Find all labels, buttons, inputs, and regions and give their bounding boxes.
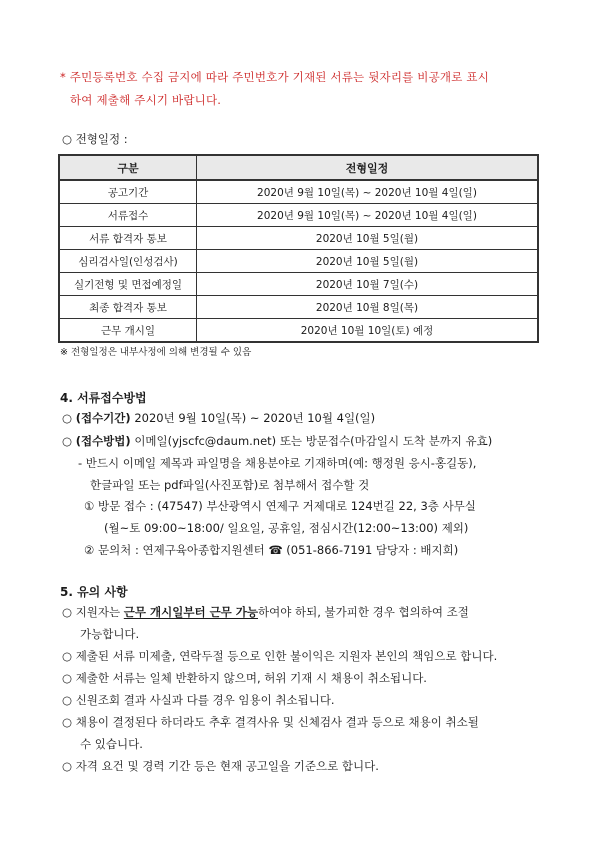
method-sub-2: 한글파일 또는 pdf파일(사진포함)로 첨부해서 접수할 것 <box>90 478 370 492</box>
period-line <box>62 410 375 426</box>
method-line <box>62 433 492 449</box>
circle-bullet: ○ <box>62 411 76 425</box>
notice-line-1: * 주민등록번호 수집 금지에 따라 주민번호가 기재된 서류는 뒷자리를 비공개로 표시 <box>60 70 490 84</box>
period-label: (접수기간) <box>75 411 131 425</box>
circle-bullet: ○ <box>62 605 76 619</box>
row-label: 서류 합격자 통보 <box>59 227 197 250</box>
period-text: 2020년 9월 10일(목) ~ 2020년 10월 4일(일) <box>134 411 376 425</box>
caution-item-5: ○ 채용이 결정된다 하더라도 추후 결격사유 및 신체검사 결과 등으로 채용이 취소될 <box>62 715 479 729</box>
visit-hours: (월~토 09:00~18:00/ 일요일, 공휴일, 점심시간(12:00~13:00) 제외) <box>104 521 469 535</box>
table-row <box>59 296 538 319</box>
row-date: 2020년 10월 5일(월) <box>197 227 539 250</box>
row-date: 2020년 10월 8일(목) <box>197 296 539 319</box>
contact-info: ② 문의처 : 연제구육아종합지원센터 ☎ (051-866-7191 담당자 : 배지희) <box>84 543 459 557</box>
caution-item-2: ○ 제출된 서류 미제출, 연락두절 등으로 인한 불이익은 지원자 본인의 책임으로 합니다. <box>62 649 498 663</box>
row-label: 근무 개시일 <box>59 319 197 343</box>
row-date: 2020년 10월 7일(수) <box>197 273 539 296</box>
method-sub-1: - 반드시 이메일 제목과 파일명을 채용분야로 기재하며(예: 행정원 응시-홍길동), <box>78 456 477 470</box>
notice-line-2: 하여 제출해 주시기 바랍니다. <box>70 93 222 107</box>
header-category: 구분 <box>59 155 197 180</box>
table-row <box>59 227 538 250</box>
circle-bullet: ○ <box>62 759 76 773</box>
circle-bullet: ○ <box>62 649 76 663</box>
method-label: (접수방법) <box>75 434 131 448</box>
row-date: 2020년 10월 5일(월) <box>197 250 539 273</box>
schedule-table <box>58 154 539 343</box>
row-label: 심리검사일(인성검사) <box>59 250 197 273</box>
table-row <box>59 204 538 227</box>
caution-item-3: ○ 제출한 서류는 일체 반환하지 않으며, 허위 기재 시 채용이 취소됩니다. <box>62 671 427 685</box>
schedule-note: ※ 전형일정은 내부사정에 의해 변경될 수 있음 <box>60 347 252 358</box>
section-5-title: 5. 유의 사항 <box>60 585 128 599</box>
row-label: 실기전형 및 면접예정일 <box>59 273 197 296</box>
caution-item-6: ○ 자격 요건 및 경력 기간 등은 현재 공고일을 기준으로 합니다. <box>62 759 379 773</box>
table-row <box>59 180 538 204</box>
row-label: 서류접수 <box>59 204 197 227</box>
header-schedule: 전형일정 <box>197 155 539 180</box>
visit-address: ① 방문 접수 : (47547) 부산광역시 연제구 거제대로 124번길 22, 3층 사무실 <box>84 499 476 513</box>
row-label: 최종 합격자 통보 <box>59 296 197 319</box>
caution-item-4: ○ 신원조회 결과 사실과 다를 경우 임용이 취소됩니다. <box>62 693 335 707</box>
schedule-table-header <box>59 155 538 180</box>
circle-bullet: ○ <box>62 671 76 685</box>
method-text: 이메일(yjscfc@daum.net) 또는 방문접수(마감일시 도착 분까지 유효) <box>134 434 493 448</box>
table-row <box>59 319 538 343</box>
row-date: 2020년 9월 10일(목) ~ 2020년 10월 4일(일) <box>197 180 539 204</box>
row-label: 공고기간 <box>59 180 197 204</box>
row-date: 2020년 10월 10일(토) 예정 <box>197 319 539 343</box>
circle-bullet: ○ <box>62 434 76 448</box>
table-row <box>59 273 538 296</box>
caution-item-1: ○ 지원자는 근무 개시일부터 근무 가능하여야 하되, 불가피한 경우 협의하여 조절 <box>62 605 469 619</box>
section-4-title: 4. 서류접수방법 <box>60 391 147 405</box>
circle-bullet: ○ <box>62 715 76 729</box>
caution-item-5-cont: 수 있습니다. <box>80 737 143 751</box>
circle-bullet: ○ <box>62 693 76 707</box>
table-row <box>59 250 538 273</box>
row-date: 2020년 9월 10일(목) ~ 2020년 10월 4일(일) <box>197 204 539 227</box>
schedule-heading: ○ 전형일정 : <box>62 132 128 146</box>
emphasis-text: 근무 개시일부터 근무 가능 <box>123 605 259 619</box>
caution-item-1-cont: 가능합니다. <box>80 627 140 641</box>
